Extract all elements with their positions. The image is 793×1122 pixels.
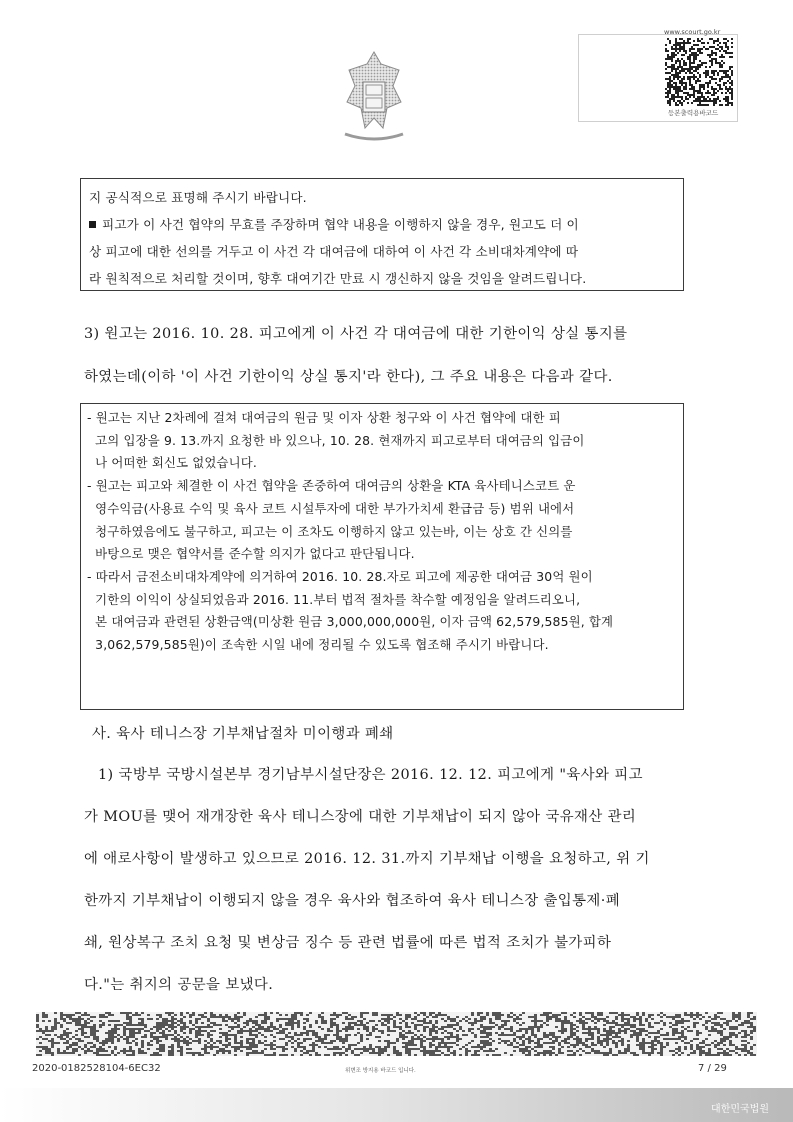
section-line: 다."는 취지의 공문을 보냈다. [84, 977, 274, 993]
paragraph-3-line: 하였는데(이하 '이 사건 기한이익 상실 통지'라 한다), 그 주요 내용은 다음과 같다. [84, 369, 613, 385]
box2-line: 청구하였음에도 불구하고, 피고는 이 조차도 이행하지 않고 있는바, 이는 상호 간 신의를 [87, 523, 573, 539]
section-line: 쇄, 원상복구 조치 요청 및 변상금 징수 등 관련 법률에 따른 법적 조치가 불가피하 [84, 935, 612, 951]
section-line: 에 애로사항이 발생하고 있으므로 2016. 12. 31.까지 기부채납 이행을 요청하고, 위 기 [84, 851, 650, 867]
quoted-box-2 [80, 403, 684, 710]
box1-line: 라 원칙적으로 처리할 것이며, 향후 대여기간 만료 시 갱신하지 않을 것임을 알려드립니다. [89, 271, 587, 286]
square-bullet-icon [89, 221, 96, 228]
qr-caption: 등본출력용바코드 [668, 109, 719, 117]
court-label: 대한민국법원 [711, 1104, 769, 1115]
box2-line: - 원고는 피고와 체결한 이 사건 협약을 존중하여 대여금의 상환을 KTA 육사테니스코트 운 [87, 478, 576, 494]
section-line: 한까지 기부채납이 이행되지 않을 경우 육사와 협조하여 육사 테니스장 출입통제·폐 [84, 893, 620, 909]
box2-line: 나 어떠한 회신도 없었습니다. [87, 455, 257, 471]
box1-line: 상 피고에 대한 선의를 거두고 이 사건 각 대여금에 대하여 이 사건 각 소비대차계약에 따 [89, 244, 579, 259]
anti-forgery-barcode-icon [36, 1012, 757, 1056]
box2-line: 기한의 이익이 상실되었음과 2016. 11.부터 법적 절차를 착수할 예정임을 알려드리오니, [87, 591, 581, 607]
box2-line: - 원고는 지난 2차례에 걸쳐 대여금의 원금 및 이자 상환 청구와 이 사건 협약에 대한 피 [87, 410, 561, 425]
section-line: 1) 국방부 국방시설본부 경기남부시설단장은 2016. 12. 12. 피고에게 "육사와 피고 [98, 767, 643, 783]
barcode-note: 위변조 방지용 바코드 입니다. [345, 1068, 416, 1074]
section-heading: 사. 육사 테니스장 기부채납절차 미이행과 폐쇄 [92, 726, 394, 742]
box2-line: - 따라서 금전소비대차계약에 의거하여 2016. 10. 28.자로 피고에 제공한 대여금 30억 원이 [87, 568, 593, 584]
box1-line: 피고가 이 사건 협약의 무효를 주장하며 협약 내용을 이행하지 않을 경우, 원고도 더 이 [102, 217, 579, 232]
court-seal-icon [343, 48, 405, 148]
site-url: www.scourt.go.kr [664, 28, 721, 36]
quoted-box-1 [80, 178, 684, 291]
footer-band [0, 1088, 793, 1122]
qr-code-icon [665, 38, 733, 106]
box1-line: 지 공식적으로 표명해 주시기 바랍니다. [89, 190, 307, 205]
section-line: 가 MOU를 맺어 재개장한 육사 테니스장에 대한 기부채납이 되지 않아 국유재산 관리 [84, 809, 637, 825]
document-id: 2020-0182528104-6EC32 [32, 1063, 161, 1074]
box2-line: 영수익금(사용료 수익 및 육사 코트 시설투자에 대한 부가가치세 환급금 등) 범위 내에서 [87, 500, 575, 516]
box2-line: 바탕으로 맺은 협약서를 준수할 의지가 없다고 판단됩니다. [87, 546, 415, 562]
page-number: 7 / 29 [698, 1063, 727, 1074]
box2-line: 본 대여금과 관련된 상환금액(미상환 원금 3,000,000,000원, 이자 금액 62,579,585원, 합계 [87, 614, 614, 630]
box2-line: 고의 입장을 9. 13.까지 요청한 바 있으나, 10. 28. 현재까지 피고로부터 대여금의 입금이 [87, 432, 585, 448]
box2-line: 3,062,579,585원)이 조속한 시일 내에 정리될 수 있도록 협조해 주시기 바랍니다. [87, 637, 549, 653]
paragraph-3-line: 3) 원고는 2016. 10. 28. 피고에게 이 사건 각 대여금에 대한 기한이익 상실 통지를 [84, 326, 628, 342]
